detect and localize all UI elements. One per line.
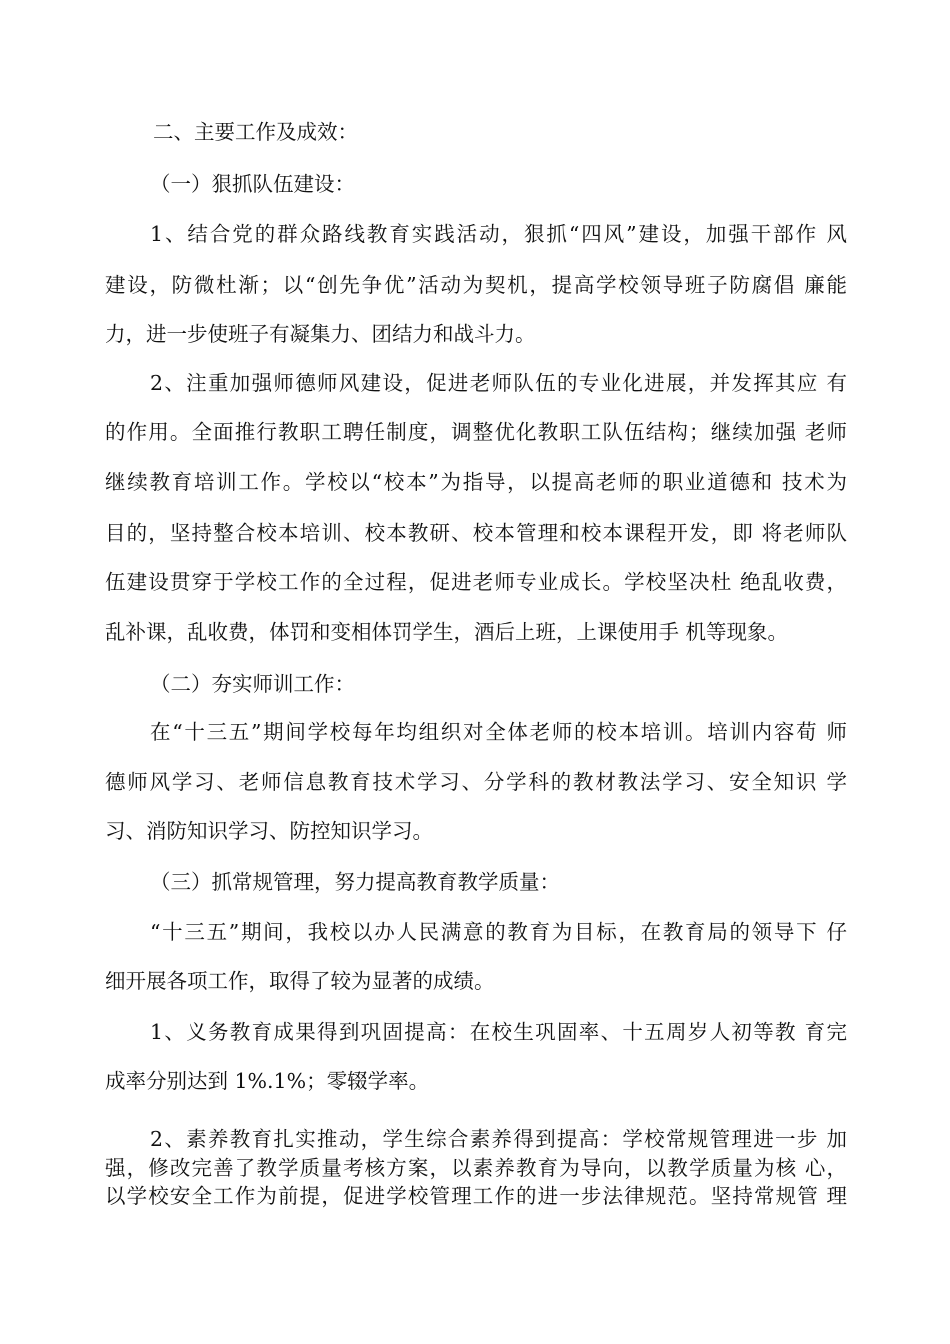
paragraph-line: 目的，坚持整合校本培训、校本教研、校本管理和校本课程开发，即 将老师队 bbox=[105, 521, 847, 545]
subsection-heading: （三）抓常规管理，努力提高教育教学质量： bbox=[150, 870, 560, 894]
paragraph-line: 继续教育培训工作。学校以“校本”为指导，以提高老师的职业道德和 技术为 bbox=[105, 470, 847, 494]
section-heading: 二、主要工作及成效： bbox=[153, 120, 358, 144]
paragraph-line: 以学校安全工作为前提，促进学校管理工作的进一步法律规范。坚持常规管 理 bbox=[105, 1184, 847, 1208]
paragraph-line: 2、注重加强师德师风建设，促进老师队伍的专业化进展，并发挥其应 有 bbox=[150, 371, 847, 395]
paragraph-line: 细开展各项工作，取得了较为显著的成绩。 bbox=[105, 969, 495, 993]
subsection-heading: （二）夯实师训工作： bbox=[150, 672, 355, 696]
paragraph-line: 1、义务教育成果得到巩固提高：在校生巩固率、十五周岁人初等教 育完 bbox=[150, 1020, 847, 1044]
paragraph-line: 德师风学习、老师信息教育技术学习、分学科的教材教法学习、安全知识 学 bbox=[105, 770, 847, 794]
paragraph-line: “十三五”期间，我校以办人民满意的教育为目标，在教育局的领导下 仔 bbox=[150, 920, 847, 944]
paragraph-line: 力，进一步使班子有凝集力、团结力和战斗力。 bbox=[105, 322, 536, 346]
paragraph-line: 在“十三五”期间学校每年均组织对全体老师的校本培训。培训内容荀 师 bbox=[150, 720, 847, 744]
paragraph-line: 习、消防知识学习、防控知识学习。 bbox=[105, 819, 433, 843]
paragraph-line: 建设，防微杜渐；以“创先争优”活动为契机，提高学校领导班子防腐倡 廉能 bbox=[105, 273, 847, 297]
paragraph-line: 的作用。全面推行教职工聘任制度，调整优化教职工队伍结构；继续加强 老师 bbox=[105, 420, 847, 444]
paragraph-line: 强，修改完善了教学质量考核方案，以素养教育为导向，以教学质量为核 心， bbox=[105, 1156, 847, 1180]
paragraph-line: 伍建设贯穿于学校工作的全过程，促进老师专业成长。学校坚决杜 绝乱收费， bbox=[105, 570, 847, 594]
paragraph-line: 乱补课，乱收费，体罚和变相体罚学生，酒后上班，上课使用手 机等现象。 bbox=[105, 620, 789, 644]
paragraph-line: 成率分别达到 1%.1%；零辍学率。 bbox=[105, 1069, 430, 1093]
paragraph-line: 2、素养教育扎实推动，学生综合素养得到提高：学校常规管理进一步 加 bbox=[150, 1127, 847, 1151]
paragraph-line: 1、结合党的群众路线教育实践活动，狠抓“四风”建设，加强干部作 风 bbox=[150, 222, 847, 246]
subsection-heading: （一）狠抓队伍建设： bbox=[150, 172, 355, 196]
